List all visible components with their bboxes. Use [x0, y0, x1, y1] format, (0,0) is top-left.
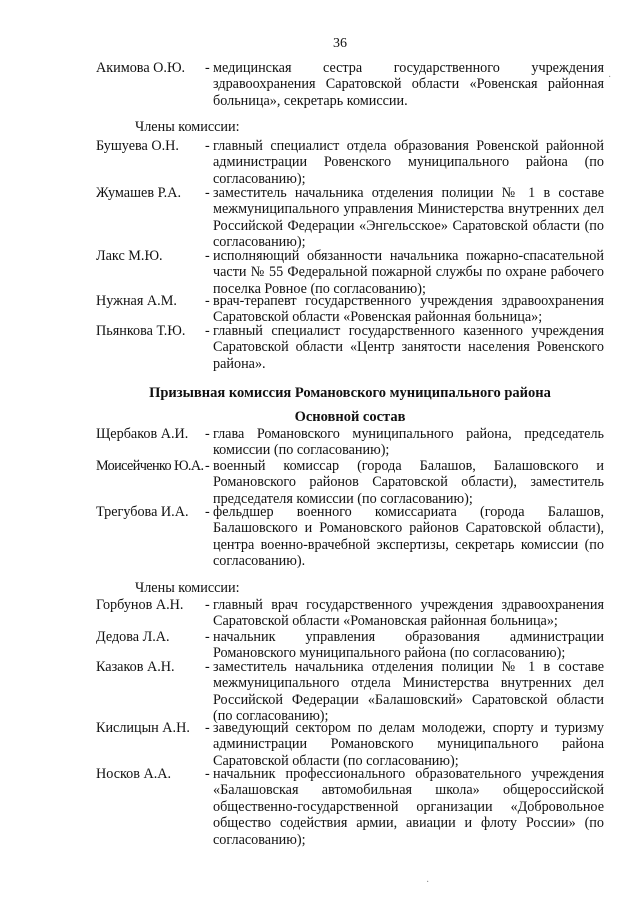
member-name: Пьянкова Т.Ю.	[96, 323, 186, 339]
member-description: - заведующий сектором по делам молодежи, спорту и туризму администрации Романовского муниципального района Саратовской области (по согласованию);	[205, 720, 604, 769]
scan-speck: ·	[426, 877, 430, 888]
member-description-text: врач-терапевт государственного учреждения здравоохранения Саратовской области «Ровенская районная больница»;	[213, 293, 604, 326]
member-name: Дедова Л.А.	[96, 629, 170, 645]
member-description-text: начальник профессионального образовательного учреждения «Балашовская автомобильная школа» общероссийской общественно-государственной организации «Добровольное общество содействия армии, авиации и флоту России» (по согласованию);	[213, 766, 604, 848]
scan-speck: ·	[608, 72, 612, 83]
member-description: - военный комиссар (города Балашов, Балашовского и Романовского районов Саратовской области), заместитель председателя комиссии (по согласованию);	[205, 458, 604, 507]
member-name: Щербаков А.И.	[96, 426, 189, 442]
member-description-text: фельдшер военного комиссариата (города Балашов, Балашовского и Романовского районов Саратовской области), центра военно-врачебной экспертизы, секретарь комиссии (по согласованию).	[213, 504, 604, 570]
member-description: - главный врач государственного учреждения здравоохранения Саратовской области «Романовская районная больница»;	[205, 597, 604, 630]
member-description: - медицинская сестра государственного учреждения здравоохранения Саратовской области «Ровенская районная больница», секретарь комиссии.	[205, 60, 604, 109]
member-description-text: заведующий сектором по делам молодежи, спорту и туризму администрации Романовского муниципального района Саратовской области (по согласованию);	[213, 720, 604, 769]
member-description: - врач-терапевт государственного учреждения здравоохранения Саратовской области «Ровенская районная больница»;	[205, 293, 604, 326]
member-name: Моисейченко Ю.А.	[96, 458, 204, 474]
member-description-text: главный врач государственного учреждения здравоохранения Саратовской области «Романовская районная больница»;	[213, 597, 604, 630]
members-label: Члены комиссии:	[135, 119, 240, 135]
member-description: - фельдшер военного комиссариата (города Балашов, Балашовского и Романовского районов Саратовской области), центра военно-врачебной экспертизы, секретарь комиссии (по согласованию).	[205, 504, 604, 570]
member-description: - начальник профессионального образовательного учреждения «Балашовская автомобильная школа» общероссийской общественно-государственной организации «Добровольное общество содействия армии, авиации и флоту России» (по согласованию);	[205, 766, 604, 848]
member-description-text: исполняющий обязанности начальника пожарно-спасательной части № 55 Федеральной пожарной службы по охране рабочего поселка Ровное (по согласованию);	[213, 248, 604, 297]
member-name: Акимова О.Ю.	[96, 60, 186, 76]
member-description: - главный специалист государственного казенного учреждения Саратовской области «Центр занятости населения Ровенского района».	[205, 323, 604, 372]
member-description-text: главный специалист государственного казенного учреждения Саратовской области «Центр занятости населения Ровенского района».	[213, 323, 604, 372]
member-description-text: заместитель начальника отделения полиции № 1 в составе межмуниципального отдела Министерства внутренних дел Российской Федерации «Балашовский» Саратовской области (по согласованию);	[213, 659, 604, 725]
member-description-text: начальник управления образования администрации Романовского муниципального района (по согласованию);	[213, 629, 604, 662]
section-subtitle: Основной состав	[294, 409, 406, 425]
member-name: Жумашев Р.А.	[96, 185, 182, 201]
member-name: Трегубова И.А.	[96, 504, 189, 520]
member-name: Лакс М.Ю.	[96, 248, 163, 264]
member-name: Бушуева О.Н.	[96, 138, 179, 154]
member-name: Горбунов А.Н.	[96, 597, 184, 613]
member-name: Носков А.А.	[96, 766, 172, 782]
member-description-text: глава Романовского муниципального района, председатель комиссии (по согласованию);	[213, 426, 604, 459]
member-description: - глава Романовского муниципального района, председатель комиссии (по согласованию);	[205, 426, 604, 459]
member-description: - заместитель начальника отделения полиции № 1 в составе межмуниципального управления Министерства внутренних дел Российской Федерации «Энгельсское» Саратовской области (по согласованию);	[205, 185, 604, 251]
members-label: Члены комиссии:	[135, 580, 240, 596]
member-description-text: военный комиссар (города Балашов, Балашовского и Романовского районов Саратовской области), заместитель председателя комиссии (по согласованию);	[213, 458, 604, 507]
member-name: Казаков А.Н.	[96, 659, 175, 675]
page-number: 36	[333, 36, 347, 51]
member-description: - главный специалист отдела образования Ровенской районной администрации Ровенского муниципального района (по согласованию);	[205, 138, 604, 187]
section-title: Призывная комиссия Романовского муниципального района	[149, 385, 551, 401]
member-description: - начальник управления образования администрации Романовского муниципального района (по согласованию);	[205, 629, 604, 662]
member-name: Кислицын А.Н.	[96, 720, 190, 736]
member-description: - исполняющий обязанности начальника пожарно-спасательной части № 55 Федеральной пожарной службы по охране рабочего поселка Ровное (по согласованию);	[205, 248, 604, 297]
member-description: - заместитель начальника отделения полиции № 1 в составе межмуниципального отдела Министерства внутренних дел Российской Федерации «Балашовский» Саратовской области (по согласованию);	[205, 659, 604, 725]
member-name: Нужная А.М.	[96, 293, 177, 309]
member-description-text: медицинская сестра государственного учреждения здравоохранения Саратовской области «Ровенская районная больница», секретарь комиссии.	[213, 60, 604, 109]
member-description-text: заместитель начальника отделения полиции № 1 в составе межмуниципального управления Министерства внутренних дел Российской Федерации «Энгельсское» Саратовской области (по согласованию);	[213, 185, 604, 251]
member-description-text: главный специалист отдела образования Ровенской районной администрации Ровенского муниципального района (по согласованию);	[213, 138, 604, 187]
